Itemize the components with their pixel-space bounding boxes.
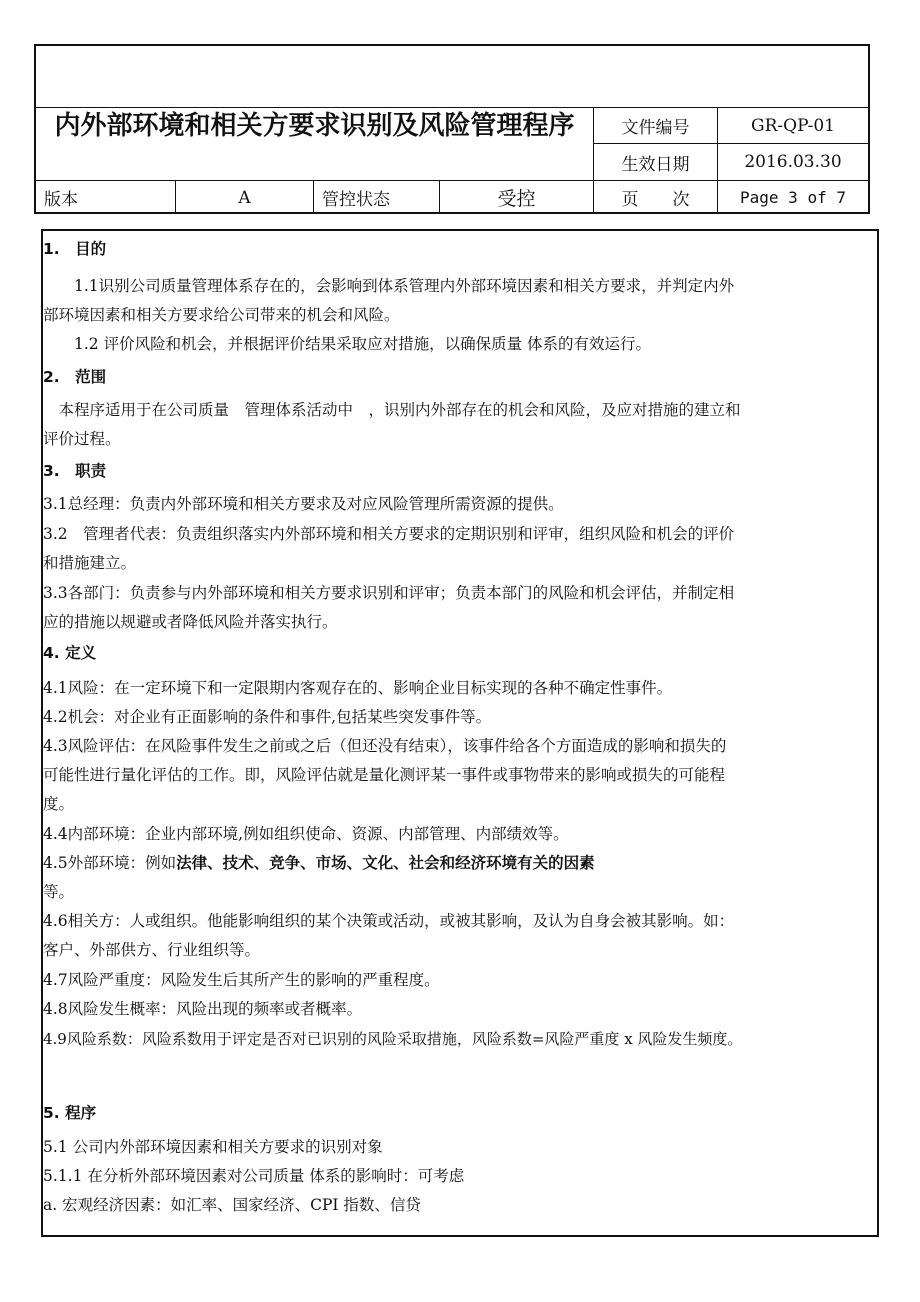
paragraph: 4.2机会：对企业有正面影响的条件和事件,包括某些突发事件等。 bbox=[43, 708, 492, 726]
header-logo-area bbox=[36, 46, 868, 108]
paragraph bbox=[43, 849, 595, 878]
paragraph: 度。 bbox=[43, 795, 75, 813]
version-value: A bbox=[176, 181, 314, 214]
document-header-table bbox=[34, 44, 870, 214]
paragraph: 3.3各部门：负责参与内外部环境和相关方要求识别和评审；负责本部门的风险和机会评估，并制定相 bbox=[43, 584, 735, 602]
definition-text: 4.5外部环境：例如 bbox=[43, 854, 177, 872]
page-number-value: Page 3 of 7 bbox=[740, 188, 846, 207]
paragraph: 部环境因素和相关方要求给公司带来的机会和风险。 bbox=[43, 306, 400, 324]
paragraph: 4.4内部环境：企业内部环境,例如组织使命、资源、内部管理、内部绩效等。 bbox=[43, 825, 569, 843]
control-status-value: 受控 bbox=[440, 181, 594, 214]
paragraph: 客户、外部供方、行业组织等。 bbox=[43, 941, 261, 959]
document-title: 内外部环境和相关方要求识别及风险管理程序 bbox=[36, 108, 594, 180]
effective-date-value: 2016.03.30 bbox=[744, 152, 842, 172]
paragraph: 应的措施以规避或者降低风险并落实执行。 bbox=[43, 613, 338, 631]
paragraph: 4.7风险严重度：风险发生后其所产生的影响的严重程度。 bbox=[43, 971, 440, 989]
paragraph: 和措施建立。 bbox=[43, 554, 137, 572]
section-5-title: 5. 程序 bbox=[43, 1104, 97, 1122]
effective-date-label: 生效日期 bbox=[594, 144, 718, 180]
version-label: 版本 bbox=[36, 181, 176, 214]
paragraph: 本程序适用于在公司质量 管理体系活动中 ，识别内外部存在的机会和风险，及应对措施的建立和 bbox=[43, 401, 741, 419]
definition-emphasis: 法律、技术、竞争、市场、文化、社会和经济环境有关的因素 bbox=[176, 854, 595, 872]
paragraph: 等。 bbox=[43, 883, 75, 901]
paragraph: 1.2 评价风险和机会，并根据评价结果采取应对措施，以确保质量 体系的有效运行。 bbox=[43, 335, 652, 353]
paragraph: 1.1识别公司质量管理体系存在的，会影响到体系管理内外部环境因素和相关方要求，并判定内外 bbox=[43, 277, 735, 295]
page-label: 页 次 bbox=[594, 181, 718, 214]
section-3-title: 3. 职责 bbox=[43, 462, 107, 480]
paragraph: 4.1风险：在一定环境下和一定限期内客观存在的、影响企业目标实现的各种不确定性事件。 bbox=[43, 679, 673, 697]
paragraph: 3.2 管理者代表：负责组织落实内外部环境和相关方要求的定期识别和评审，组织风险和机会的评价 bbox=[43, 525, 735, 543]
control-status-label: 管控状态 bbox=[314, 181, 440, 214]
paragraph: 4.3风险评估：在风险事件发生之前或之后（但还没有结束），该事件给各个方面造成的影响和损失的 bbox=[43, 737, 727, 755]
doc-number-label: 文件编号 bbox=[594, 108, 718, 144]
paragraph: 5.1.1 在分析外部环境因素对公司质量 体系的影响时：可考虑 bbox=[43, 1167, 465, 1185]
paragraph: 4.6相关方：人或组织。他能影响组织的某个决策或活动，或被其影响，及认为自身会被其影响。如： bbox=[43, 912, 735, 930]
doc-number-value: GR-QP-01 bbox=[718, 108, 868, 144]
paragraph: 可能性进行量化评估的工作。即，风险评估就是量化测评某一事件或事物带来的影响或损失的可能程 bbox=[43, 766, 726, 784]
paragraph: a. 宏观经济因素：如汇率、国家经济、CPI 指数、信贷 bbox=[43, 1196, 421, 1214]
section-2-title: 2. 范围 bbox=[43, 368, 107, 386]
paragraph: 5.1 公司内外部环境因素和相关方要求的识别对象 bbox=[43, 1138, 383, 1156]
paragraph: 4.9风险系数：风险系数用于评定是否对已识别的风险采取措施，风险系数=风险严重度 x 风险发生频度。 bbox=[43, 1030, 743, 1048]
paragraph: 评价过程。 bbox=[43, 430, 121, 448]
paragraph: 3.1总经理：负责内外部环境和相关方要求及对应风险管理所需资源的提供。 bbox=[43, 495, 564, 513]
section-4-title: 4. 定义 bbox=[43, 644, 97, 662]
section-1-title: 1. 目的 bbox=[43, 240, 107, 258]
header-info-row bbox=[36, 180, 868, 214]
paragraph: 4.8风险发生概率：风险出现的频率或者概率。 bbox=[43, 1000, 363, 1018]
